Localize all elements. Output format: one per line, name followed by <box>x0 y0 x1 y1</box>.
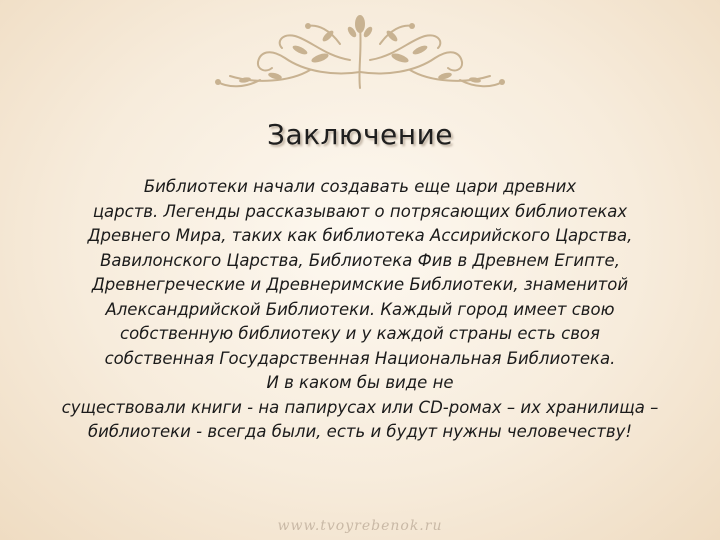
text-line: собственная Государственная Национальная Библиотека. <box>104 348 616 368</box>
text-line: существовали книги - на папирусах или CD-ромах – их хранилища – <box>61 397 659 417</box>
text-line: Вавилонского Царства, Библиотека Фив в Древнем Египте, <box>100 250 620 270</box>
text-line: Древнегреческие и Древнеримские Библиотеки, знаменитой <box>91 275 629 294</box>
text-line: царств. Легенды рассказывают о потрясающих библиотеках <box>92 201 628 221</box>
conclusion-text <box>20 175 700 445</box>
text-line: Александрийской Библиотеки. Каждый город имеет свою <box>105 299 615 319</box>
floral-ornament-icon <box>200 10 520 100</box>
slide-title: Заключение <box>267 118 453 151</box>
site-watermark: www.tvoyrebenok.ru <box>277 518 443 534</box>
text-line: библиотеки - всегда были, есть и будут нужны человечеству! <box>87 422 632 441</box>
text-line: Библиотеки начали создавать еще цари древних <box>143 177 577 196</box>
text-line: собственную библиотеку и у каждой страны есть своя <box>120 324 600 343</box>
text-line: И в каком бы виде не <box>266 373 454 392</box>
text-line: Древнего Мира, таких как библиотека Ассирийского Царства, <box>87 226 633 245</box>
